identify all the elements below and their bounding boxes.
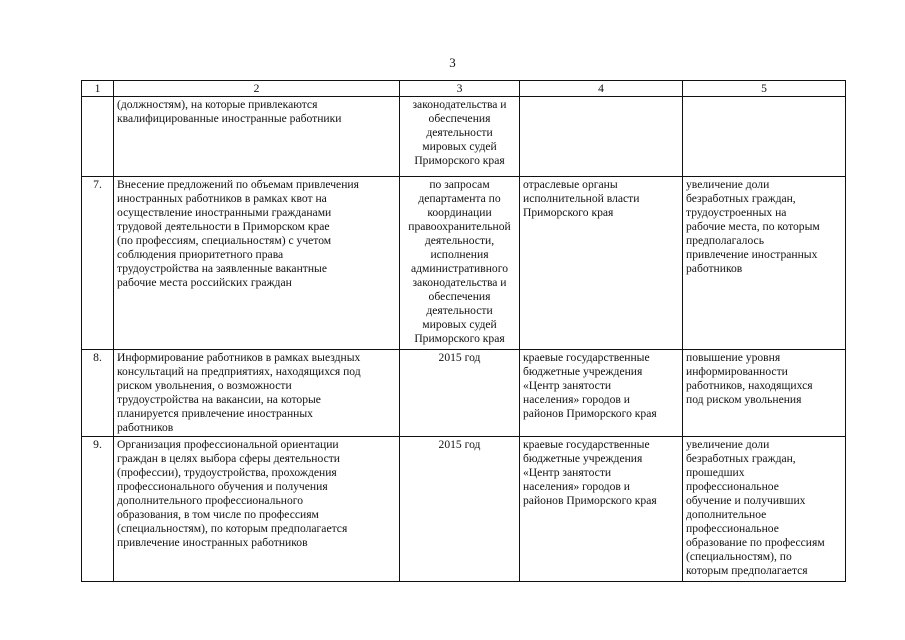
cell-text-line: координации (427, 206, 492, 219)
cell-text-line: населения» городов и (523, 393, 630, 406)
cell-text-line: риском увольнения, о возможности (117, 379, 292, 392)
cell-text-line: (специальностям), по (686, 550, 792, 563)
cell-text-line: отраслевые органы (523, 178, 618, 191)
cell-text-line: иностранных работников в рамках квот на (117, 192, 327, 205)
item-number: 8. (93, 351, 102, 364)
deadline-cell (400, 97, 520, 177)
cell-text-line: деятельности (426, 304, 493, 317)
header-row (82, 81, 846, 97)
cell-text-line: 2015 год (438, 438, 481, 451)
cell-text-line: работников (686, 262, 743, 275)
result-cell (683, 350, 846, 437)
cell-text-line: образования, в том числе по профессиям (117, 508, 319, 521)
cell-text-line: исполнительной власти (523, 192, 640, 205)
cell-text-line: работников (117, 421, 174, 434)
cell-text-line: 2015 год (438, 351, 481, 364)
item-number: 7. (93, 178, 102, 191)
cell-text-line: правоохранительной (408, 220, 511, 233)
plan-table (81, 80, 846, 582)
cell-text-line: дополнительного профессионального (117, 494, 304, 507)
result-cell (683, 177, 846, 350)
cell-text-line: краевые государственные (523, 351, 650, 364)
cell-text-line: мировых судей (422, 140, 497, 153)
cell-text-line: безработных граждан, (686, 452, 796, 465)
table-body (82, 97, 846, 582)
cell-text-line: департамента по (418, 192, 501, 205)
cell-text-line: осуществление иностранными гражданами (117, 206, 332, 219)
cell-text-line: (специальностям), по которым предполагается (117, 522, 348, 535)
cell-text-line: рабочие места российских граждан (117, 276, 292, 289)
table-row (82, 437, 846, 582)
cell-text-line: увеличение доли (686, 178, 770, 191)
cell-text-line: бюджетные учреждения (523, 452, 643, 465)
item-number-cell (82, 97, 114, 177)
cell-text-line: профессиональное (686, 480, 779, 493)
cell-text-line: увеличение доли (686, 438, 770, 451)
cell-text-line: трудоустройства на заявленные вакантные (117, 262, 327, 275)
cell-text-line: трудовой деятельности в Приморском крае (117, 220, 330, 233)
cell-text-line: деятельности, (424, 234, 495, 247)
executor-cell (520, 97, 683, 177)
cell-text-line: квалифицированные иностранные работники (117, 112, 342, 125)
cell-text-line: Приморского края (523, 206, 614, 219)
measure-cell (114, 437, 400, 582)
table-row (82, 177, 846, 350)
cell-text-line: планируется привлечение иностранных (117, 407, 313, 420)
cell-text-line: Приморского края (414, 332, 505, 345)
item-number-cell (82, 437, 114, 582)
cell-text-line: предполагалось (686, 234, 764, 247)
page-number: 3 (449, 55, 456, 70)
cell-text-line: районов Приморского края (523, 407, 657, 420)
deadline-cell (400, 437, 520, 582)
cell-text-line: профессиональное (686, 522, 779, 535)
cell-text-line: деятельности (426, 126, 493, 139)
cell-text-line: законодательства и (412, 276, 507, 289)
cell-text-line: прошедших (686, 466, 745, 479)
cell-text-line: краевые государственные (523, 438, 650, 451)
measure-cell (114, 350, 400, 437)
item-number-cell (82, 177, 114, 350)
deadline-cell (400, 350, 520, 437)
cell-text-line: Внесение предложений по объемам привлечения (117, 178, 359, 191)
cell-text-line: трудоустроенных на (686, 206, 787, 219)
cell-text-line: по запросам (429, 178, 490, 191)
cell-text-line: Информирование работников в рамках выездных (117, 351, 361, 364)
result-cell (683, 437, 846, 582)
cell-text-line: бюджетные учреждения (523, 365, 643, 378)
cell-text-line: привлечение иностранных работников (117, 536, 308, 549)
cell-text-line: дополнительное (686, 508, 767, 521)
cell-text-line: работников, находящихся (686, 379, 813, 392)
cell-text-line: (по профессиям, специальностям) с учетом (117, 234, 332, 247)
cell-text-line: (профессии), трудоустройства, прохождения (117, 466, 337, 479)
executor-cell (520, 350, 683, 437)
header-cell: 4 (520, 81, 683, 97)
measure-cell (114, 97, 400, 177)
cell-text-line: трудоустройства на вакансии, на которые (117, 393, 321, 406)
cell-text-line: профессионального обучения и получения (117, 480, 328, 493)
cell-text-line: привлечение иностранных (686, 248, 818, 261)
cell-text-line: консультаций на предприятиях, находящихся под (117, 365, 361, 378)
cell-text-line: рабочие места, по которым (686, 220, 820, 233)
cell-text-line: населения» городов и (523, 480, 630, 493)
header-cell: 3 (400, 81, 520, 97)
cell-text-line: под риском увольнения (686, 393, 802, 406)
cell-text-line: районов Приморского края (523, 494, 657, 507)
item-number-cell (82, 350, 114, 437)
table-row (82, 97, 846, 177)
cell-text-line: «Центр занятости (523, 466, 612, 479)
result-cell (683, 97, 846, 177)
cell-text-line: соблюдения приоритетного права (117, 248, 284, 261)
item-number: 9. (93, 438, 102, 451)
cell-text-line: Организация профессиональной ориентации (117, 438, 339, 451)
cell-text-line: которым предполагается (686, 564, 808, 577)
cell-text-line: безработных граждан, (686, 192, 796, 205)
cell-text-line: информированности (686, 365, 788, 378)
header-cell: 5 (683, 81, 846, 97)
cell-text-line: образование по профессиям (686, 536, 825, 549)
executor-cell (520, 437, 683, 582)
header-cell: 2 (114, 81, 400, 97)
cell-text-line: обеспечения (428, 112, 491, 125)
cell-text-line: мировых судей (422, 318, 497, 331)
cell-text-line: обучение и получивших (686, 494, 806, 507)
header-cell: 1 (82, 81, 114, 97)
executor-cell (520, 177, 683, 350)
cell-text-line: исполнения (430, 248, 489, 261)
table-row (82, 350, 846, 437)
cell-text-line: граждан в целях выбора сферы деятельности (117, 452, 340, 465)
cell-text-line: административного (410, 262, 508, 275)
cell-text-line: (должностям), на которые привлекаются (117, 98, 318, 111)
cell-text-line: «Центр занятости (523, 379, 612, 392)
cell-text-line: обеспечения (428, 290, 491, 303)
measure-cell (114, 177, 400, 350)
cell-text-line: законодательства и (412, 98, 507, 111)
cell-text-line: повышение уровня (686, 351, 781, 364)
cell-text-line: Приморского края (414, 154, 505, 167)
deadline-cell (400, 177, 520, 350)
